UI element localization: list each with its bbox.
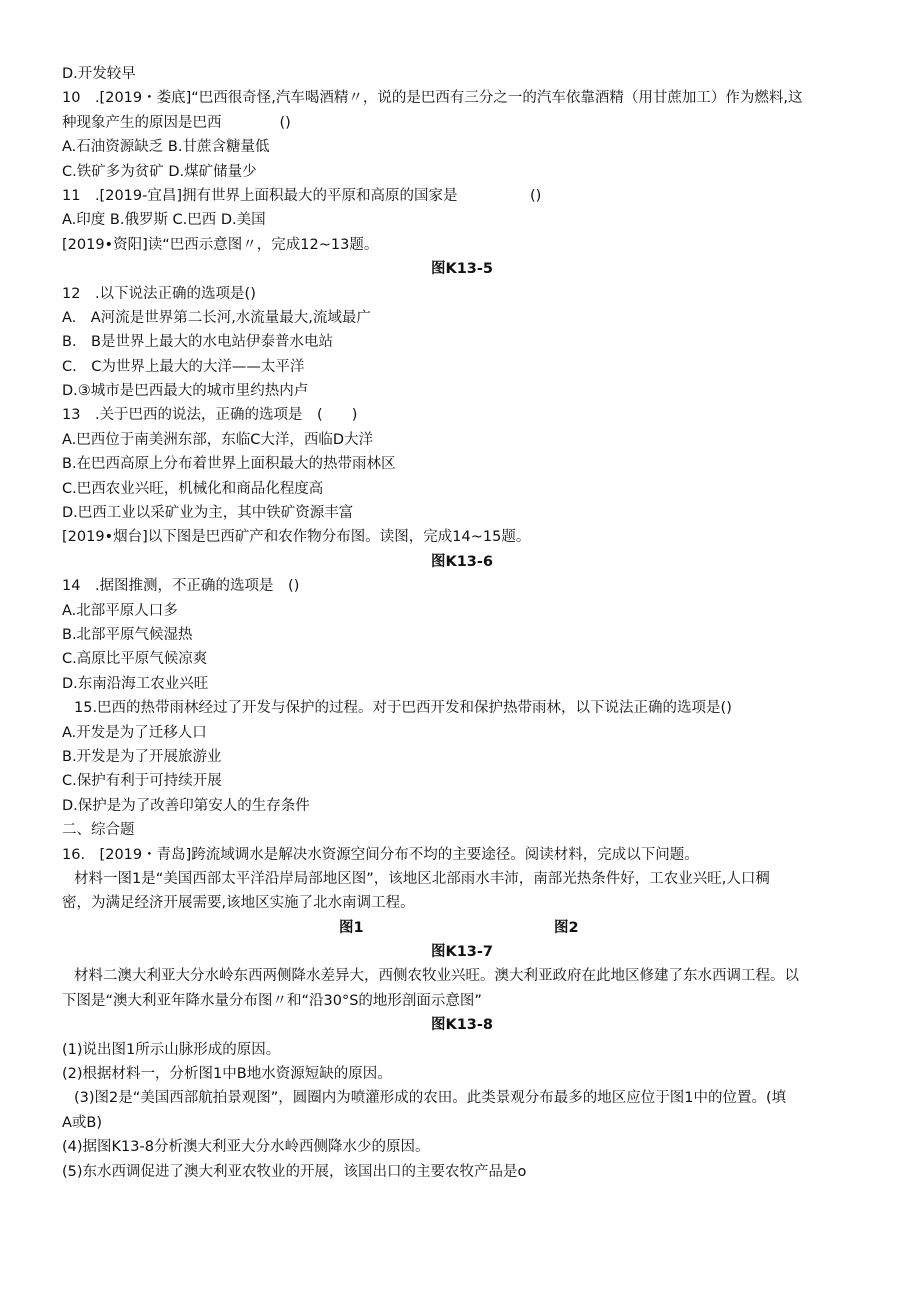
q14-15-intro: [2019•烟台]以下图是巴西矿产和农作物分布图。读图，完成14~15题。 xyxy=(62,529,531,546)
q14-option-a: A.北部平原人口多 xyxy=(62,602,178,619)
q16-sub1: (1)说出图1所示山脉形成的原因。 xyxy=(62,1041,281,1058)
figure-pair-captions xyxy=(62,916,862,940)
q12-option-a: A. A河流是世界第二长河,水流量最大,流域最广 xyxy=(62,309,371,326)
section-heading: 二、综合题 xyxy=(62,822,135,839)
q16-sub4: (4)据图K13-8分析澳大利亚大分水岭西侧降水少的原因。 xyxy=(62,1139,430,1156)
figure-caption: 图K13-8 xyxy=(430,1017,494,1034)
q12-option-b: B. B是世界上最大的水电站伊泰普水电站 xyxy=(62,334,334,351)
material-two: 材料二澳大利亚大分水岭东西两侧降水差异大，西侧农牧业兴旺。澳大利亚政府在此地区修建了东水西调工程。以 xyxy=(74,968,799,985)
q12-stem: 12 .以下说法正确的选项是() xyxy=(62,285,256,302)
q16-sub3-cont: A或B) xyxy=(62,1114,103,1131)
q12-option-c: C. C为世界上最大的大洋——太平洋 xyxy=(62,358,305,375)
q14-stem: 14 .据图推测，不正确的选项是 () xyxy=(62,578,300,595)
q11-options: A.印度 B.俄罗斯 C.巴西 D.美国 xyxy=(62,212,266,229)
q16-stem: 16. [2019・青岛]跨流域调水是解决水资源空间分布不均的主要途径。阅读材料，完成以下问题。 xyxy=(62,846,699,863)
document-page xyxy=(62,62,862,1184)
q12-13-intro: [2019•资阳]读“巴西示意图〃，完成12~13题。 xyxy=(62,236,379,253)
q10-options-cd: C.铁矿多为贫矿 D.煤矿储量少 xyxy=(62,163,257,180)
q12-option-d: D.③城市是巴西最大的城市里约热内卢 xyxy=(62,383,309,400)
figure-caption: 图K13-7 xyxy=(430,944,494,961)
q13-stem: 13 .关于巴西的说法，正确的选项是 ( ) xyxy=(62,407,358,424)
material-two-cont: 下图是“澳大利亚年降水量分布图〃和“沿30°S的地形剖面示意图” xyxy=(62,992,482,1009)
material-one: 材料一图1是“美国西部太平洋沿岸局部地区图”，该地区北部雨水丰沛，南部光热条件好，工农业兴旺,人口稠 xyxy=(74,870,770,887)
q16-sub2: (2)根据材料一，分析图1中B地水资源短缺的原因。 xyxy=(62,1066,392,1083)
figure-2-caption: 图2 xyxy=(554,919,579,936)
figure-caption: 图K13-5 xyxy=(430,261,494,278)
q13-option-a: A.巴西位于南美洲东部，东临C大洋，西临D大洋 xyxy=(62,431,374,448)
q14-option-b: B.北部平原气候湿热 xyxy=(62,626,193,643)
q10-options-ab: A.石油资源缺乏 B.甘蔗含糖量低 xyxy=(62,139,270,156)
figure-1-caption: 图1 xyxy=(339,919,364,936)
q10-stem: 10 .[2019・娄底]“巴西很奇怪,汽车喝酒精〃，说的是巴西有三分之一的汽车依靠酒精（用甘蔗加工）作为燃料,这 xyxy=(62,90,803,107)
q14-option-c: C.高原比平原气候凉爽 xyxy=(62,651,208,668)
q13-option-b: B.在巴西高原上分布着世界上面积最大的热带雨林区 xyxy=(62,456,396,473)
q15-option-b: B.开发是为了开展旅游业 xyxy=(62,748,222,765)
q13-option-c: C.巴西农业兴旺，机械化和商品化程度高 xyxy=(62,480,324,497)
q15-stem: 15.巴西的热带雨林经过了开发与保护的过程。对于巴西开发和保护热带雨林，以下说法正确的选项是() xyxy=(74,700,732,717)
q16-sub3: (3)图2是“美国西部航拍景观图”，圆圈内为喷灌形成的农田。此类景观分布最多的地区应位于图1中的位置。(填 xyxy=(74,1090,787,1107)
q15-option-a: A.开发是为了迁移人口 xyxy=(62,724,207,741)
q14-option-d: D.东南沿海工农业兴旺 xyxy=(62,675,209,692)
q13-option-d: D.巴西工业以采矿业为主，其中铁矿资源丰富 xyxy=(62,505,354,522)
figure-caption: 图K13-6 xyxy=(430,553,494,570)
q16-sub5: (5)东水西调促进了澳大利亚农牧业的开展，该国出口的主要农牧产品是o xyxy=(62,1163,527,1180)
q10-stem-cont: 种现象产生的原因是巴西 () xyxy=(62,114,291,131)
q11-stem: 11 .[2019-宜昌]拥有世界上面积最大的平原和高原的国家是 () xyxy=(62,187,542,204)
material-one-cont: 密，为满足经济开展需要,该地区实施了北水南调工程。 xyxy=(62,895,415,912)
q15-option-c: C.保护有利于可持续开展 xyxy=(62,773,222,790)
q15-option-d: D.保护是为了改善印第安人的生存条件 xyxy=(62,797,310,814)
q9-option-d: D.开发较早 xyxy=(62,66,136,82)
